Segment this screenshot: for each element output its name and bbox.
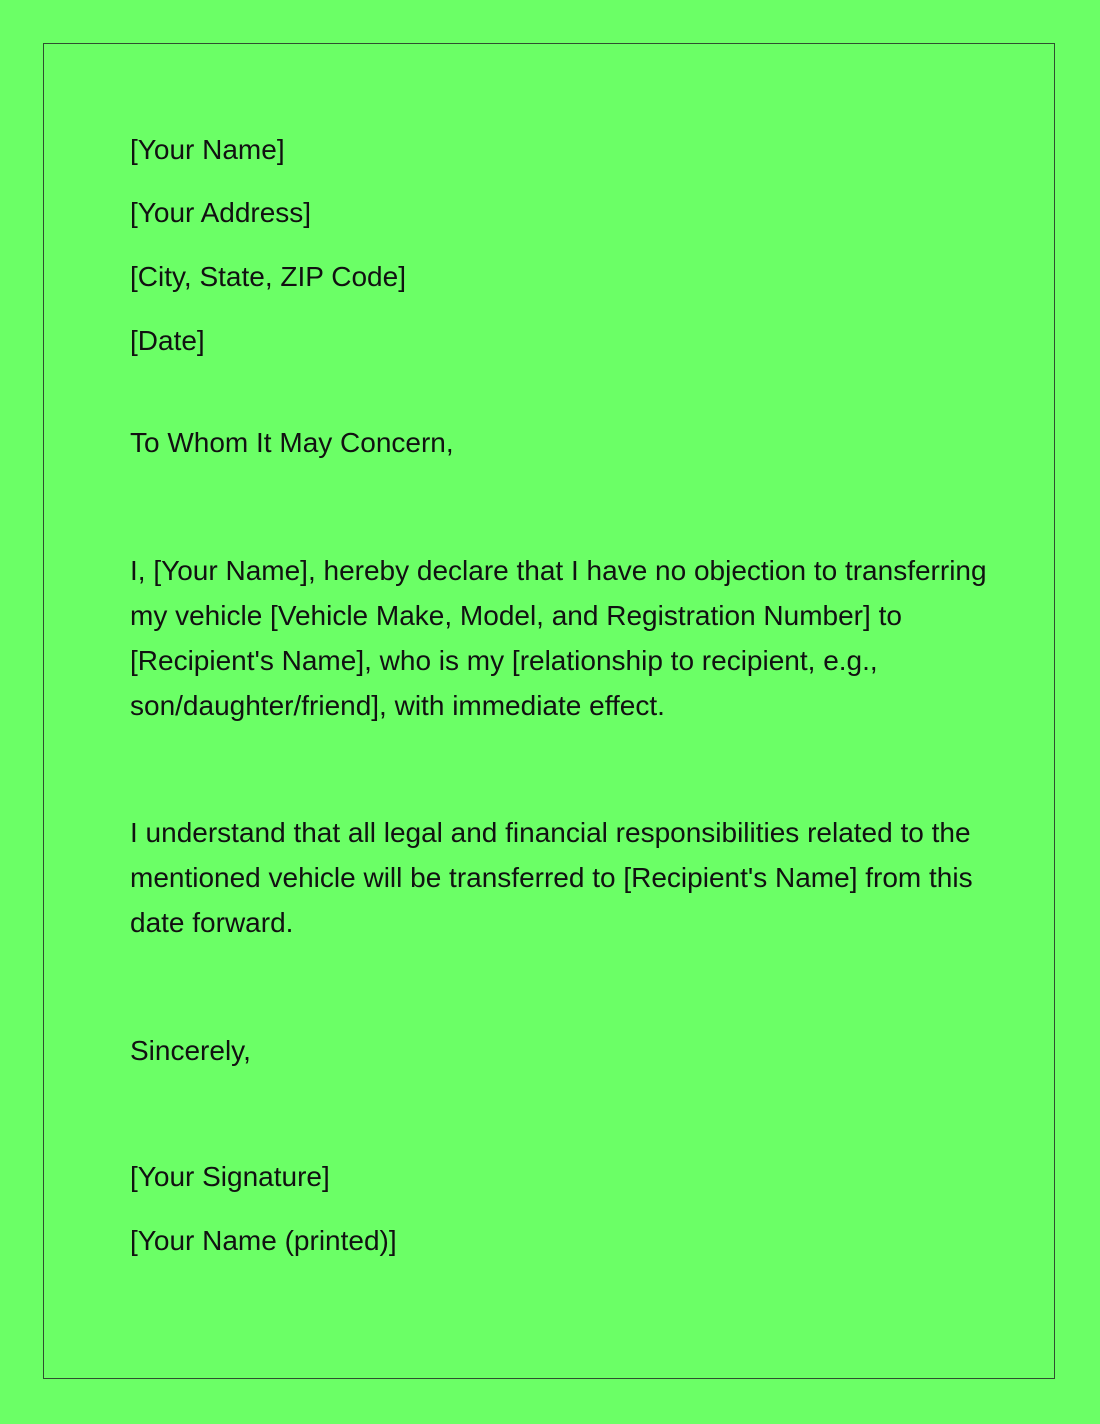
- closing: Sincerely,: [130, 1035, 251, 1066]
- body-paragraph-1: I, [Your Name], hereby declare that I have no objection to transferring my vehicle [Vehicle Make, Model, and Registration Number] to [Recipient's Name], who is my [relationship to recipient, e.g., son/daughter/friend], with immediate effect.: [130, 555, 987, 721]
- printed-name: [Your Name (printed)]: [130, 1225, 397, 1256]
- body-paragraph-2: I understand that all legal and financial responsibilities related to the mentioned vehicle will be transferred to [Recipient's Name] from this date forward.: [130, 817, 973, 938]
- sender-city-state-zip: [City, State, ZIP Code]: [130, 261, 406, 292]
- salutation: To Whom It May Concern,: [130, 427, 454, 458]
- signature-line: [Your Signature]: [130, 1161, 330, 1192]
- sender-address: [Your Address]: [130, 197, 312, 228]
- letter-date: [Date]: [130, 325, 205, 356]
- sender-name: [Your Name]: [130, 134, 285, 165]
